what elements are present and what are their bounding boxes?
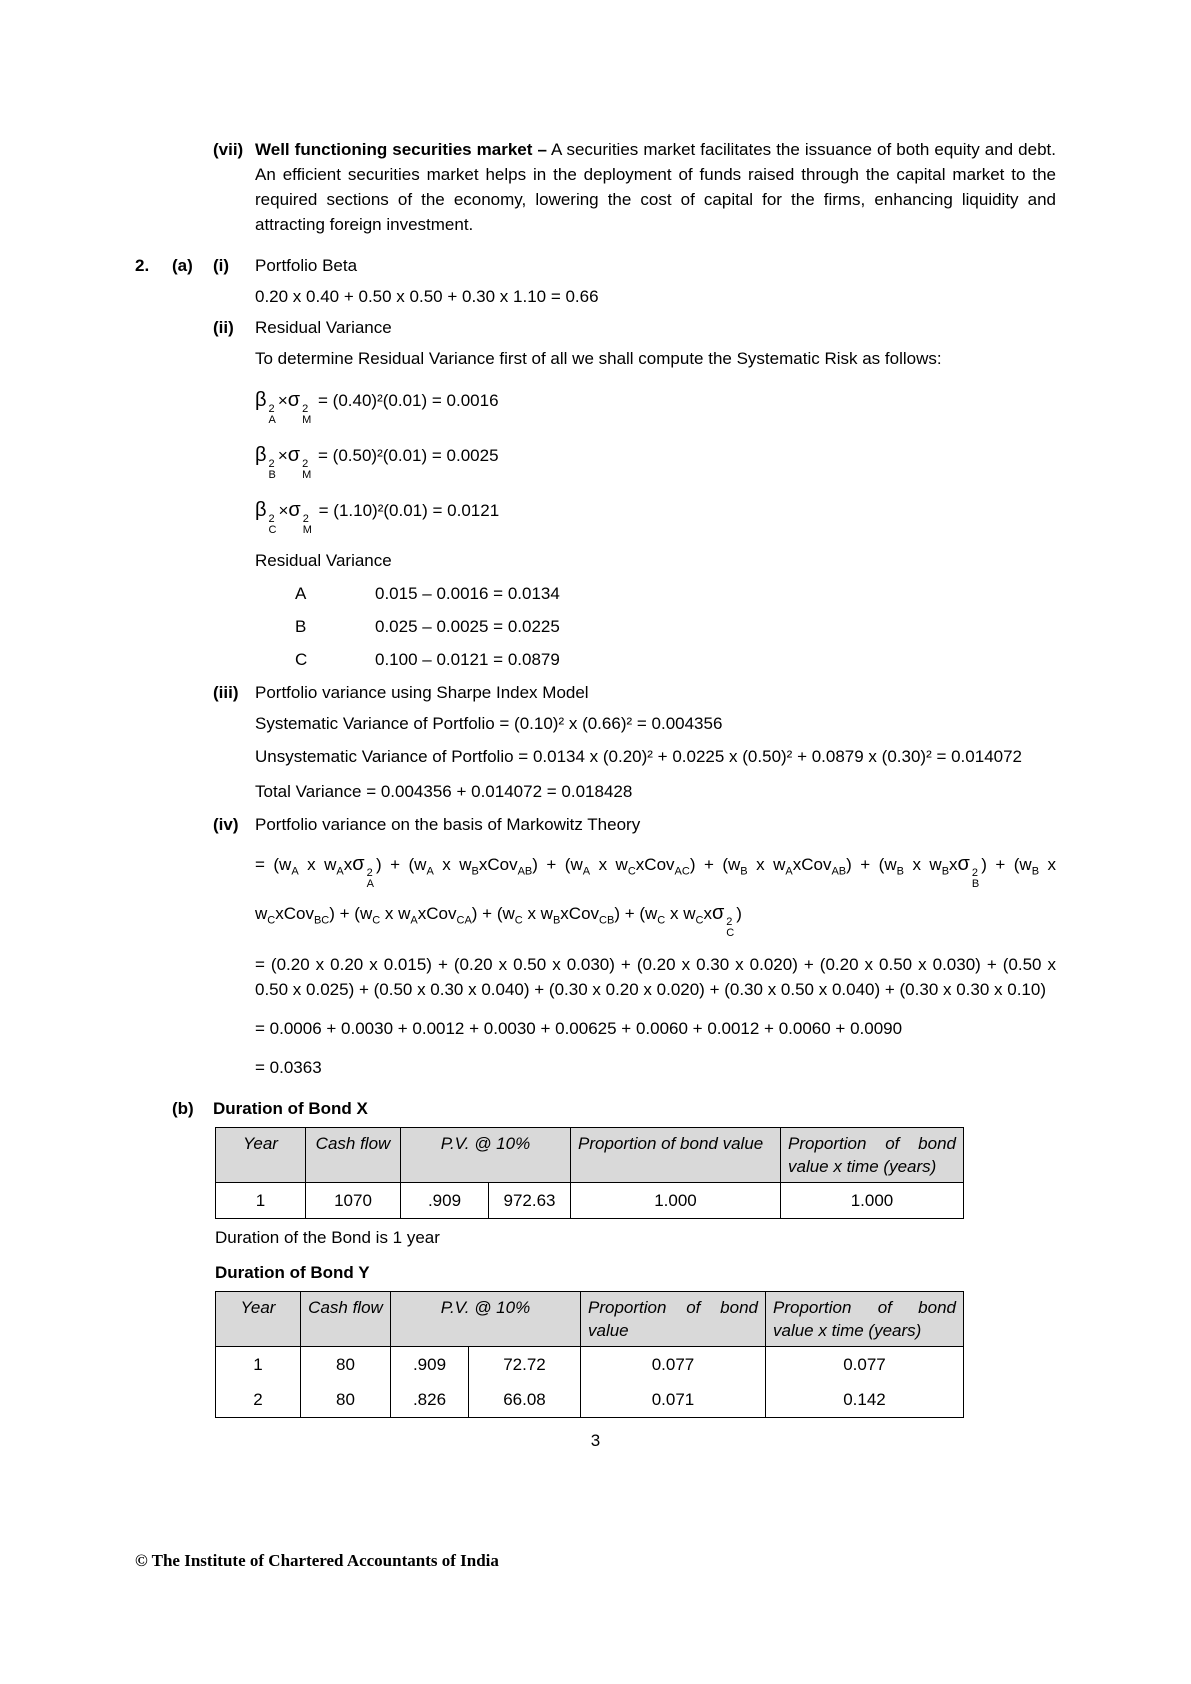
item-i-title: Portfolio Beta bbox=[255, 256, 358, 275]
item-iii-label: (iii) bbox=[213, 683, 239, 702]
portfolio-beta-calc: 0.20 x 0.40 + 0.50 x 0.50 + 0.30 x 1.10 = 0.66 bbox=[255, 287, 599, 306]
unsystematic-variance-line: Unsystematic Variance of Portfolio = 0.0134 x (0.20)² + 0.0225 x (0.50)² + 0.0879 x (0.30)² = 0.014072 bbox=[255, 747, 1023, 766]
item-ii-title: Residual Variance bbox=[255, 318, 392, 337]
page-number: 3 bbox=[590, 1431, 601, 1450]
residual-variance-intro: To determine Residual Variance first of all we shall compute the Systematic Risk as follows: bbox=[255, 349, 942, 368]
bond-x-note: Duration of the Bond is 1 year bbox=[215, 1227, 440, 1247]
cell-proportion: 0.071 bbox=[581, 1382, 766, 1418]
residual-row-calc: 0.100 – 0.0121 = 0.0879 bbox=[375, 650, 560, 669]
col-proportion-header: Proportion of bond value bbox=[581, 1291, 766, 1346]
page-content bbox=[135, 137, 1056, 1418]
markowitz-step-3: = 0.0363 bbox=[255, 1057, 322, 1077]
bond-x-title: Duration of Bond X bbox=[213, 1098, 368, 1118]
systematic-risk-formula-b: β 2 B ×σ 2 M = (0.50)²(0.01) = 0.0025 bbox=[255, 444, 499, 481]
cell-proportion: 0.077 bbox=[581, 1346, 766, 1382]
item-ii-label: (ii) bbox=[213, 318, 234, 337]
total-variance-line: Total Variance = 0.004356 + 0.014072 = 0.018428 bbox=[255, 782, 633, 801]
item-vii-label: (vii) bbox=[213, 140, 244, 159]
cell-proportion-time: 1.000 bbox=[781, 1182, 964, 1218]
systematic-variance-line: Systematic Variance of Portfolio = (0.10)² x (0.66)² = 0.004356 bbox=[255, 714, 723, 733]
cell-pv: 72.72 bbox=[469, 1346, 581, 1382]
cell-year: 1 bbox=[216, 1182, 306, 1218]
residual-row-a bbox=[295, 581, 1056, 606]
bond-x-header-row bbox=[216, 1127, 964, 1182]
cell-cashflow: 80 bbox=[301, 1382, 391, 1418]
systematic-risk-formula-c: β 2 C ×σ 2 M = (1.10)²(0.01) = 0.0121 bbox=[255, 499, 500, 536]
item-iv-title: Portfolio variance on the basis of Markowitz Theory bbox=[255, 815, 641, 834]
residual-row-b bbox=[295, 614, 1056, 639]
bond-x-table bbox=[215, 1127, 964, 1219]
col-cashflow-header: Cash flow bbox=[306, 1127, 401, 1182]
cell-pv-factor: .909 bbox=[401, 1182, 489, 1218]
item-vii-body: A securities market facilitates the issuance of both equity and debt. An efficient securities market helps in the deployment of funds raised through the capital market to the required sections of the economy, lowering the cost of capital for the firms, enhancing liquidity and attracting foreign investment. bbox=[255, 140, 1056, 234]
question-number: 2. bbox=[135, 256, 150, 275]
item-iv-heading bbox=[213, 812, 1056, 837]
residual-row-name: A bbox=[295, 584, 307, 603]
cell-pv: 972.63 bbox=[489, 1182, 571, 1218]
item-iv-label: (iv) bbox=[213, 815, 239, 834]
table-row bbox=[216, 1346, 964, 1382]
cell-proportion-time: 0.077 bbox=[766, 1346, 964, 1382]
col-cashflow-header: Cash flow bbox=[301, 1291, 391, 1346]
table-row bbox=[216, 1182, 964, 1218]
item-i-label: (i) bbox=[213, 256, 230, 275]
cell-pv-factor: .909 bbox=[391, 1346, 469, 1382]
bond-y-title: Duration of Bond Y bbox=[215, 1262, 370, 1282]
item-iii-heading bbox=[213, 680, 1056, 705]
part-b-label: (b) bbox=[172, 1098, 194, 1118]
col-proportion-time-header: Proportion of bond value x time (years) bbox=[766, 1291, 964, 1346]
bond-y-header-row bbox=[216, 1291, 964, 1346]
residual-row-calc: 0.015 – 0.0016 = 0.0134 bbox=[375, 584, 560, 603]
col-proportion-header: Proportion of bond value bbox=[571, 1127, 781, 1182]
cell-proportion: 1.000 bbox=[571, 1182, 781, 1218]
bond-y-table bbox=[215, 1291, 964, 1418]
markowitz-step-1: = (0.20 x 0.20 x 0.015) + (0.20 x 0.50 x 0.030) + (0.20 x 0.30 x 0.020) + (0.20 x 0.50 x 0.030) + (0.50 x 0.50 x 0.025) + (0.50 x 0.30 x 0.040) + (0.30 x 0.20 x 0.020) + (0.30 x 0.50 x 0.040) + (0.30 x 0.30 x 0.10) bbox=[255, 954, 1056, 999]
residual-row-name: B bbox=[295, 617, 307, 636]
table-row bbox=[216, 1382, 964, 1418]
residual-row-calc: 0.025 – 0.0025 = 0.0225 bbox=[375, 617, 560, 636]
cell-pv: 66.08 bbox=[469, 1382, 581, 1418]
item-vii-text bbox=[255, 137, 1056, 237]
col-year-header: Year bbox=[216, 1127, 306, 1182]
cell-proportion-time: 0.142 bbox=[766, 1382, 964, 1418]
systematic-risk-formula-a: β 2 A ×σ 2 M = (0.40)²(0.01) = 0.0016 bbox=[255, 389, 499, 426]
cell-pv-factor: .826 bbox=[391, 1382, 469, 1418]
col-pv-header: P.V. @ 10% bbox=[401, 1127, 571, 1182]
question-2-heading bbox=[135, 253, 1056, 278]
cell-year: 1 bbox=[216, 1346, 301, 1382]
col-pv-header: P.V. @ 10% bbox=[391, 1291, 581, 1346]
item-ii-heading bbox=[213, 315, 1056, 340]
item-vii bbox=[213, 137, 1056, 237]
part-b-heading bbox=[172, 1096, 1056, 1121]
residual-row-name: C bbox=[295, 650, 308, 669]
item-iii-title: Portfolio variance using Sharpe Index Model bbox=[255, 683, 589, 702]
residual-row-c bbox=[295, 647, 1056, 672]
item-vii-lead: Well functioning securities market – bbox=[255, 140, 547, 159]
cell-year: 2 bbox=[216, 1382, 301, 1418]
col-proportion-time-header: Proportion of bond value x time (years) bbox=[781, 1127, 964, 1182]
part-a-label: (a) bbox=[172, 256, 193, 275]
col-year-header: Year bbox=[216, 1291, 301, 1346]
copyright-footer: © The Institute of Chartered Accountants of India bbox=[135, 1551, 499, 1570]
markowitz-step-2: = 0.0006 + 0.0030 + 0.0012 + 0.0030 + 0.00625 + 0.0060 + 0.0012 + 0.0060 + 0.0090 bbox=[255, 1018, 903, 1038]
cell-cashflow: 1070 bbox=[306, 1182, 401, 1218]
residual-variance-heading: Residual Variance bbox=[255, 551, 392, 570]
cell-cashflow: 80 bbox=[301, 1346, 391, 1382]
markowitz-formula: = ($w_A$ x $w_Ax\sigma$ 2 A ) + ($w_A$ x $w_BxCov_{AB}) + (w_A$ x $w_CxCov_{AC}) + (w_B$ x $w_AxCov_{AB}) + (w_B$ x $w_Bx\sigma$ 2 B ) + ($w_B$ x $w_CxCov_{BC}) + (w_C$ x $w_AxCov_{CA}) + (w_C$ x $w_BxCov_{CB}) + (w_C$ x $w_Cx\sigma$ 2 C ) bbox=[255, 853, 1057, 940]
